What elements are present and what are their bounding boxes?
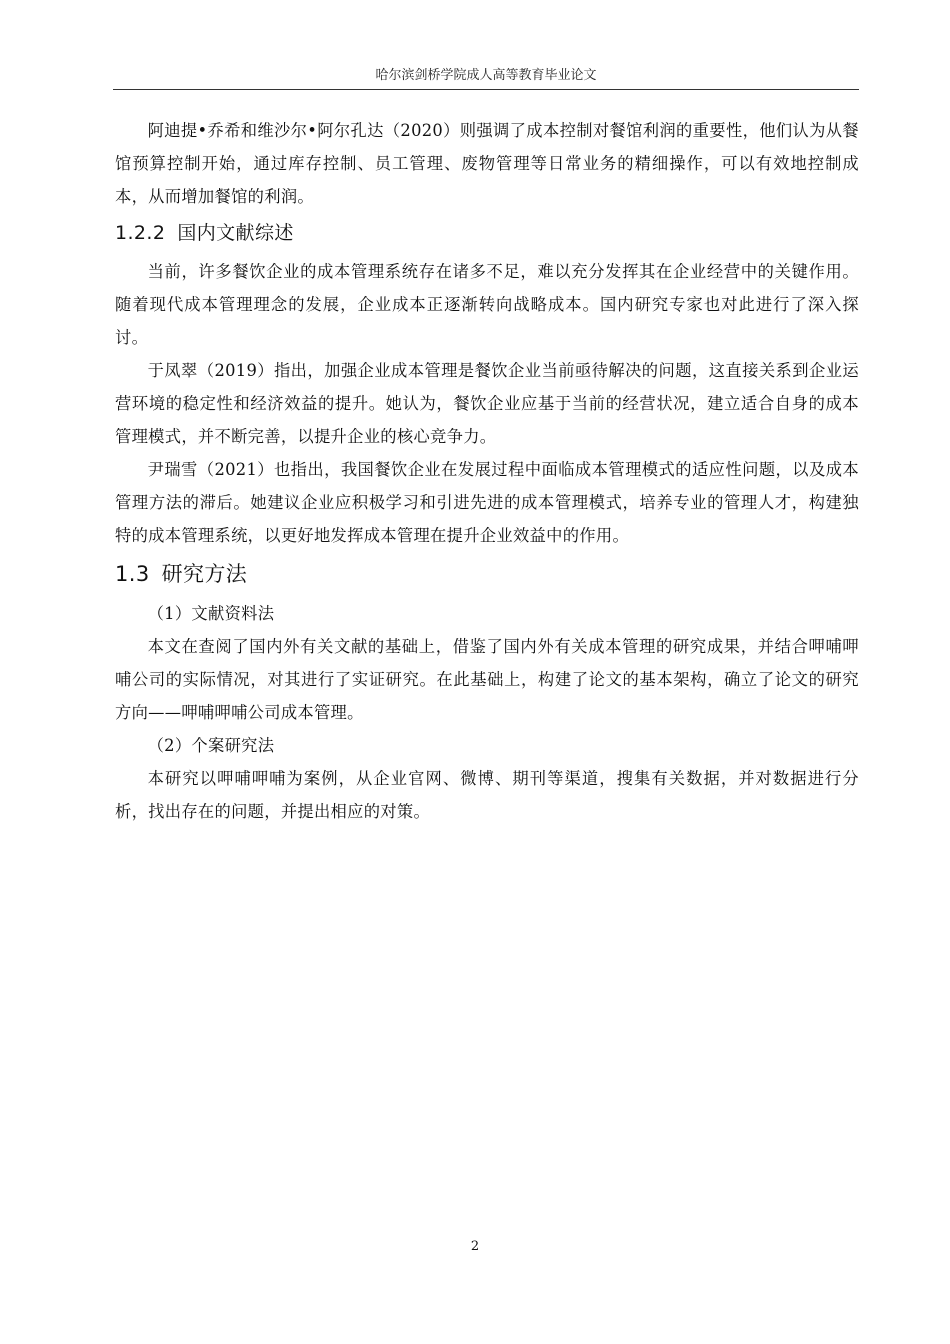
method-label: （2）个案研究法 [147, 736, 275, 755]
section-number: 1.2.2 [115, 222, 166, 244]
section-title: 研究方法 [161, 562, 248, 586]
section-heading-1-2-2 [115, 218, 859, 248]
page-body [115, 114, 859, 828]
running-header: 哈尔滨剑桥学院成人高等教育毕业论文 [375, 68, 597, 83]
header-rule [113, 89, 859, 90]
method-paragraph: 本研究以呷哺呷哺为案例，从企业官网、微博、期刊等渠道，搜集有关数据，并对数据进行分析，找出存在的问题，并提出相应的对策。 [115, 769, 859, 821]
section-heading-1-3 [115, 558, 859, 590]
method-paragraph: 本文在查阅了国内外有关文献的基础上，借鉴了国内外有关成本管理的研究成果，并结合呷哺呷哺公司的实际情况，对其进行了实证研究。在此基础上，构建了论文的基本架构，确立了论文的研究方向——呷哺呷哺公司成本管理。 [115, 637, 859, 722]
section-title: 国内文献综述 [177, 222, 294, 244]
domain-review-paragraph: 尹瑞雪（2021）也指出，我国餐饮企业在发展过程中面临成本管理模式的适应性问题，以及成本管理方法的滞后。她建议企业应积极学习和引进先进的成本管理模式，培养专业的管理人才，构建独特的成本管理系统，以更好地发挥成本管理在提升企业效益中的作用。 [115, 460, 859, 545]
intro-paragraph: 阿迪提•乔希和维沙尔•阿尔孔达（2020）则强调了成本控制对餐馆利润的重要性，他们认为从餐馆预算控制开始，通过库存控制、员工管理、废物管理等日常业务的精细操作，可以有效地控制成本，从而增加餐馆的利润。 [115, 121, 859, 206]
domain-review-paragraph: 当前，许多餐饮企业的成本管理系统存在诸多不足，难以充分发挥其在企业经营中的关键作用。随着现代成本管理理念的发展，企业成本正逐渐转向战略成本。国内研究专家也对此进行了深入探讨。 [115, 262, 859, 347]
domain-review-paragraph: 于凤翠（2019）指出，加强企业成本管理是餐饮企业当前亟待解决的问题，这直接关系到企业运营环境的稳定性和经济效益的提升。她认为，餐饮企业应基于当前的经营状况，建立适合自身的成本管理模式，并不断完善，以提升企业的核心竞争力。 [115, 361, 859, 446]
section-number: 1.3 [115, 562, 150, 586]
page-number: 2 [470, 1239, 480, 1254]
method-label: （1）文献资料法 [147, 604, 275, 623]
